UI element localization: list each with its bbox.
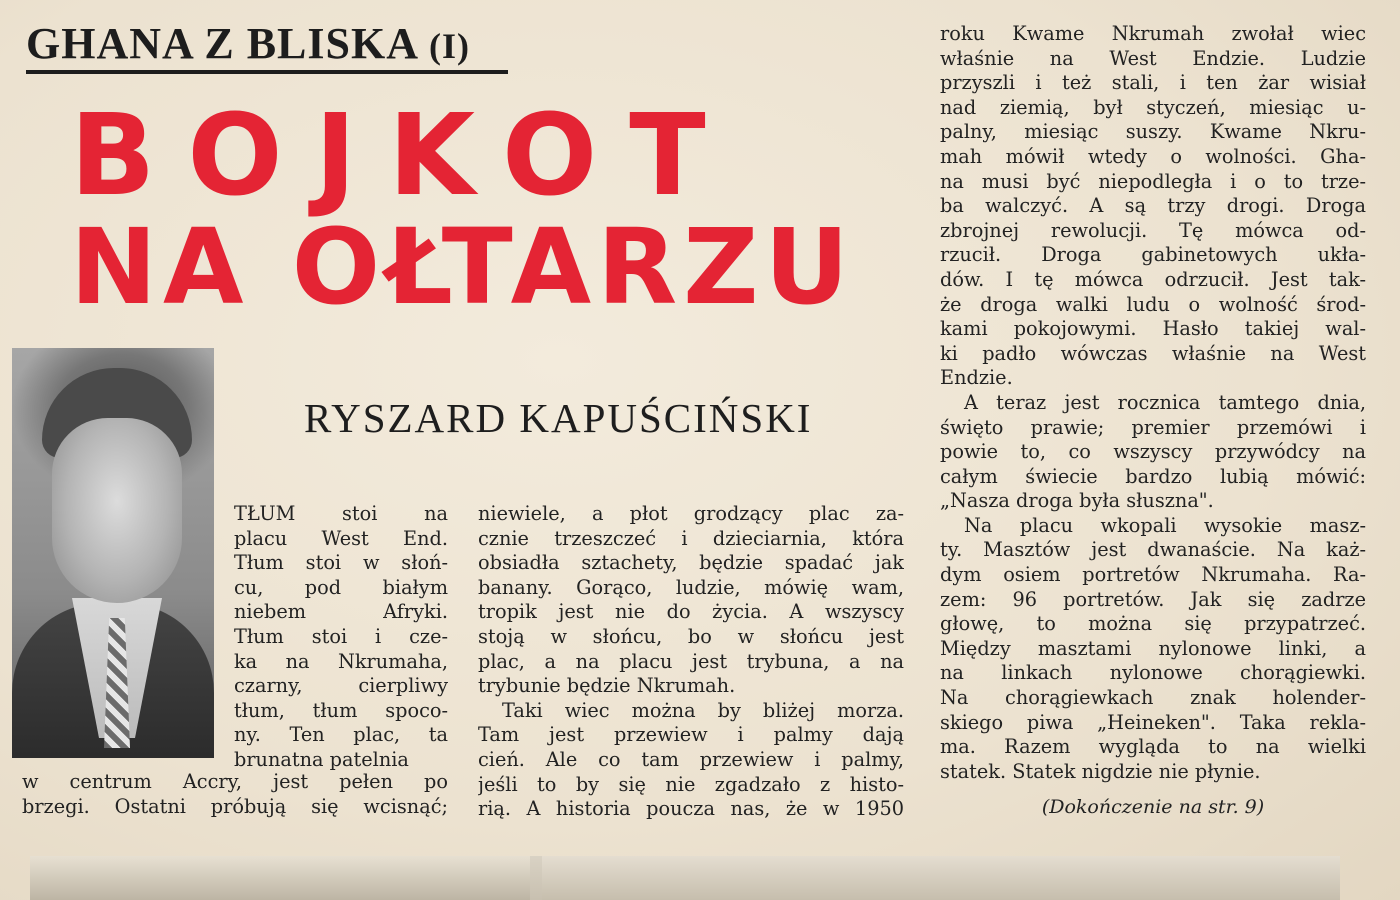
text-line: palny, miesiąc suszy. Kwame Nkru- [940, 120, 1366, 144]
text-line: dów. I tę mówca odrzucił. Jest tak- [940, 267, 1366, 291]
text-line: niewiele, a płot grodzący plac za- [478, 502, 904, 525]
kicker-number: (I) [428, 26, 470, 66]
text-line: Taki wiec można by bliżej morza. [502, 698, 904, 722]
text-line: tropik jest nie do życia. A wszyscy [478, 600, 904, 624]
text-line: ka na Nkrumaha, [234, 649, 448, 673]
text-line: Na chorągiewkach znak holender- [940, 686, 1366, 710]
text-line: nad ziemią, był styczeń, miesiąc u- [940, 95, 1366, 119]
text-line: ma. Razem wygląda to na wielki [940, 735, 1366, 759]
text-line: niebem Afryki. [234, 600, 448, 624]
text-line: Endzie. [940, 366, 1013, 390]
headline-line-1: BOJKOT [70, 91, 738, 221]
text-line: statek. Statek nigdzie nie płynie. [940, 759, 1261, 783]
text-line: banany. Gorąco, ludzie, mówię wam, [478, 575, 904, 599]
text-line: święto prawie; premier przemówi i [940, 415, 1366, 439]
text-line: Tam jest przewiew i palmy dają [478, 723, 904, 747]
continued-note: (Dokończenie na str. 9) [1041, 796, 1265, 818]
text-line: przyszli i też stali, i ten żar wisiał [940, 71, 1366, 95]
text-line: ny. Ten plac, ta [234, 723, 448, 747]
text-line: roku Kwame Nkrumah zwołał wiec [940, 22, 1366, 45]
text-line: cznie trzeszczeć i dzieciarnia, która [478, 526, 904, 550]
text-line: Tłum stoi w słoń- [234, 551, 448, 575]
text-line: tłum, tłum spoco- [234, 698, 448, 722]
kicker-underline [26, 70, 508, 74]
series-kicker [26, 18, 470, 69]
text-line: ba walczyć. A są trzy drogi. Droga [940, 194, 1366, 218]
text-line: brzegi. Ostatni próbują się wcisnąć; [22, 794, 448, 818]
column-1-bottom [22, 770, 448, 819]
text-line: Między masztami nylonowe linki, a [940, 636, 1366, 660]
text-line: trybunie będzie Nkrumah. [478, 674, 736, 698]
text-line: na linkach nylonowe chorągiewki. [940, 661, 1366, 685]
text-line: „Nasza droga była słuszna". [940, 489, 1214, 513]
text-line: Tłum stoi i cze- [234, 624, 448, 648]
text-line: jeśli to by się nie zgadzało z histo- [478, 772, 904, 796]
text-line: rią. A historia poucza nas, że w 1950 [478, 797, 904, 821]
column-2 [478, 502, 904, 822]
headline-line-2: NA OŁTARZU [70, 206, 856, 328]
text-line: ki padło wówczas właśnie na West [940, 341, 1366, 365]
text-line: całym świecie bardzo lubią mówić: [940, 464, 1366, 488]
text-line: czarny, cierpliwy [234, 674, 448, 698]
text-line: A teraz jest rocznica tamtego dnia, [964, 390, 1366, 414]
text-line: dym osiem portretów Nkrumaha. Ra- [940, 563, 1366, 587]
text-line: cu, pod białym [234, 575, 448, 599]
text-line: zem: 96 portretów. Jak się zadrze [940, 587, 1366, 611]
text-line: mah mówił wtedy o wolności. Gha- [940, 144, 1366, 168]
column-1-top [234, 502, 448, 773]
text-line: ty. Masztów jest dwanaście. Na każ- [940, 538, 1366, 562]
text-line: głowę, to można się przypatrzeć. [940, 612, 1366, 636]
text-line: Na placu wkopali wysokie masz- [964, 513, 1366, 537]
text-line: obsiadła sztachety, będzie spadać jak [478, 551, 904, 575]
text-line: na musi być niepodległa i o to trze- [940, 169, 1366, 193]
text-line: TŁUM stoi na [234, 502, 448, 525]
text-line: brunatna patelnia [234, 747, 409, 771]
text-line: że droga walki ludu o wolność środ- [940, 292, 1366, 316]
kicker-text: GHANA Z BLISKA [26, 19, 419, 68]
text-line: plac, a na placu jest trybuna, a na [478, 649, 904, 673]
text-line: zbrojnej rewolucji. Tę mówca od- [940, 218, 1366, 242]
text-line: stoją w słońcu, bo w słońcu jest [478, 624, 904, 648]
next-article-photo-strip [30, 856, 1340, 900]
author-portrait-photo [12, 348, 214, 758]
column-3 [940, 22, 1366, 784]
text-line: w centrum Accry, jest pełen po [22, 770, 448, 793]
text-line: rzucił. Droga gabinetowych ukła- [940, 243, 1366, 267]
text-line: skiego piwa „Heineken". Taka rekla- [940, 710, 1366, 734]
text-line: właśnie na West Endzie. Ludzie [940, 46, 1366, 70]
text-line: kami pokojowymi. Hasło takiej wal- [940, 317, 1366, 341]
text-line: cień. Ale co tam przewiew i palmy, [478, 747, 904, 771]
text-line: powie to, co wszyscy przywódcy na [940, 440, 1366, 464]
author-byline: RYSZARD KAPUŚCIŃSKI [304, 395, 813, 441]
text-line: placu West End. [234, 526, 448, 550]
